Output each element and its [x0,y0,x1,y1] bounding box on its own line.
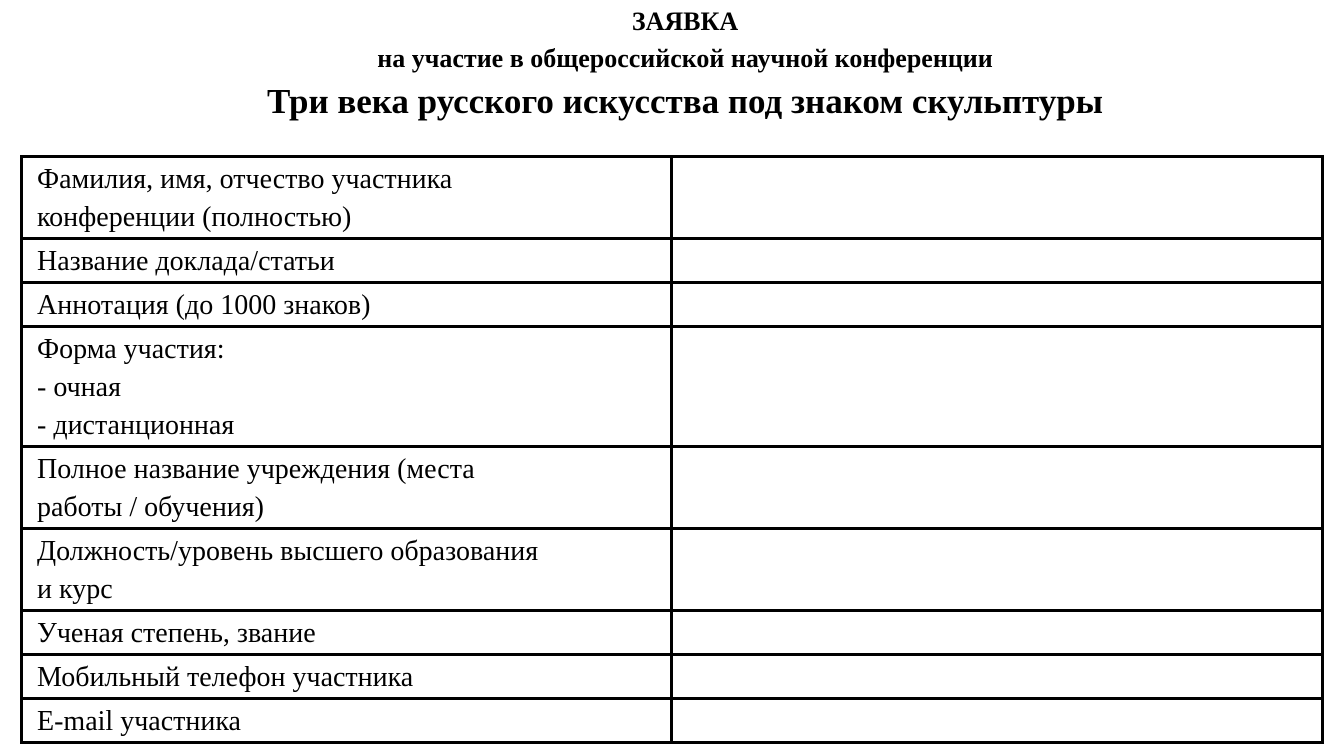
label-line: Аннотация (до 1000 знаков) [37,290,371,321]
label-line: E-mail участника [37,706,241,737]
label-line: - дистанционная [37,410,235,441]
conference-topic: Три века русского искусства под знаком скульптуры [266,82,1104,121]
label-line: Полное название учреждения (места [37,454,475,485]
label-line: конференции (полностью) [37,202,352,233]
field-label-institution [22,447,672,529]
field-label-mobile-phone [22,655,672,699]
form-row-position [22,529,1323,611]
field-label-abstract [22,283,672,327]
document-subtitle: на участие в общероссийской научной конференции [377,44,993,73]
field-label-academic-degree [22,611,672,655]
form-row-abstract [22,283,1323,327]
form-row-institution [22,447,1323,529]
label-line: Ученая степень, звание [37,618,316,649]
form-row-full-name [22,157,1323,239]
form-row-participation-form [22,327,1323,447]
form-row-mobile-phone [22,655,1323,699]
field-label-email [22,699,672,743]
form-row-report-title [22,239,1323,283]
field-label-full-name [22,157,672,239]
field-value-mobile-phone[interactable] [672,655,1323,699]
field-label-participation-form [22,327,672,447]
field-label-position [22,529,672,611]
field-value-institution[interactable] [672,447,1323,529]
label-line: работы / обучения) [37,492,264,523]
label-line: Мобильный телефон участника [37,662,414,693]
label-line: и курс [37,574,113,605]
label-line: Форма участия: [37,334,225,365]
label-line: Название доклада/статьи [37,246,335,277]
field-value-full-name[interactable] [672,157,1323,239]
field-value-report-title[interactable] [672,239,1323,283]
label-line: Фамилия, имя, отчество участника [37,164,453,195]
label-line: Должность/уровень высшего образования [37,536,539,567]
form-row-email [22,699,1323,743]
document-title: ЗАЯВКА [631,7,739,36]
label-line: - очная [37,372,121,403]
field-value-abstract[interactable] [672,283,1323,327]
field-value-email[interactable] [672,699,1323,743]
form-row-academic-degree [22,611,1323,655]
field-value-participation-form[interactable] [672,327,1323,447]
application-form-table [20,155,1324,744]
field-value-position[interactable] [672,529,1323,611]
field-value-academic-degree[interactable] [672,611,1323,655]
field-label-report-title [22,239,672,283]
